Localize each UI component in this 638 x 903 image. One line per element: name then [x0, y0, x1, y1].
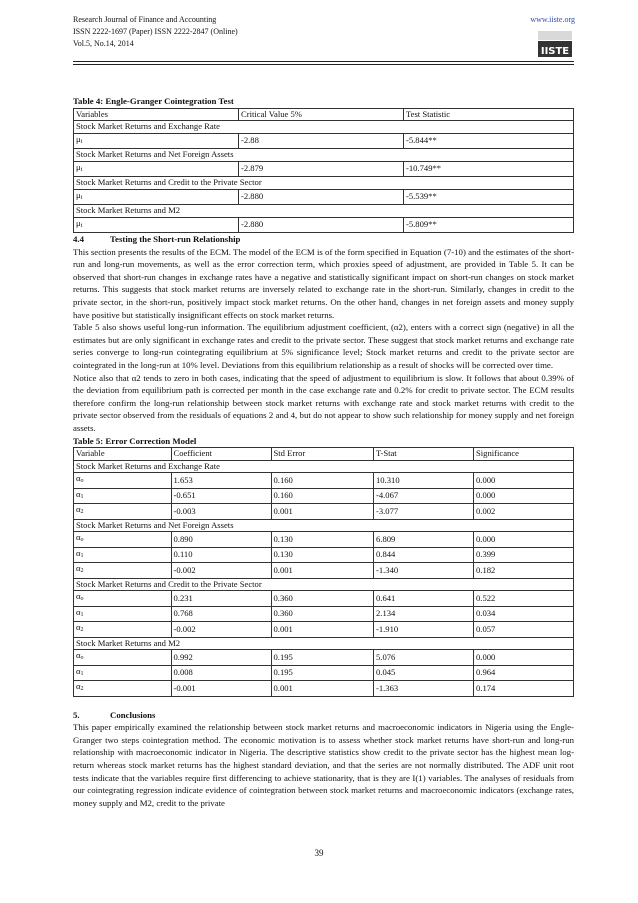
table4-group-title: Stock Market Returns and Credit to the Private Sector	[74, 177, 574, 190]
table5-cell: α1	[74, 665, 172, 681]
table4-cell: -2.879	[239, 161, 404, 177]
table5-cell: 0.001	[271, 681, 374, 697]
table5-cell: 0.008	[171, 665, 271, 681]
table5-cell: 5.076	[374, 650, 474, 666]
table5-cell: 0.360	[271, 591, 374, 607]
table4-group-title: Stock Market Returns and Exchange Rate	[74, 121, 574, 134]
table5-cell: 0.110	[171, 547, 271, 563]
table-row	[74, 488, 574, 504]
table5-group-row	[74, 460, 574, 473]
table5-cell: 0.001	[271, 504, 374, 520]
table5-cell: 2.134	[374, 606, 474, 622]
page-number: 39	[314, 848, 324, 858]
table4-cell: -5.809**	[404, 217, 574, 233]
table5-cell: α2	[74, 622, 172, 638]
table5-group-title: Stock Market Returns and Net Foreign Assets	[74, 519, 574, 532]
table5-cell: αo	[74, 650, 172, 666]
table5-header-cell: Std Error	[271, 448, 374, 461]
journal-url-link[interactable]: www.iiste.org	[530, 15, 575, 24]
table5-cell: α2	[74, 563, 172, 579]
table5-cell: -0.651	[171, 488, 271, 504]
table4-group-row	[74, 205, 574, 218]
table5-cell: 10.310	[374, 473, 474, 489]
table5-group-title: Stock Market Returns and Credit to the Private Sector	[74, 578, 574, 591]
table-row	[74, 133, 574, 149]
table-row	[74, 473, 574, 489]
table-row	[74, 681, 574, 697]
table5-cell: -0.002	[171, 622, 271, 638]
table4-cell: -2.88	[239, 133, 404, 149]
table4-cell: -5.844**	[404, 133, 574, 149]
section-title: Testing the Short-run Relationship	[110, 234, 241, 245]
table5-header-cell: T-Stat	[374, 448, 474, 461]
table5-cell: α1	[74, 547, 172, 563]
table-row	[74, 591, 574, 607]
table-row	[74, 563, 574, 579]
issn-line: ISSN 2222-1697 (Paper) ISSN 2222-2847 (Online)	[73, 27, 238, 36]
paragraph: This paper empirically examined the relationship between stock market returns and macroeconomic indicators in Nigeria using the Engle-Granger two steps cointegration method. The economic motivation is to assess whether stock market returns have short-run and long-run relationship with macroeconomic indicator in Nigeria. The descriptive statistics show credit to the private sector has the highest mean log-return whereas stock market returns has the highest standard deviation, and that the series are not normally distributed. The ADF unit root tests indicate that the variables require first differencing to achieve stationarity, that is they are I(1) variables. The analyses of residuals from our cointegrating regression indicate evidence of cointegration between stock market returns and macroeconomic indicators (exchange rates, money supply and M2, credit to the private	[73, 722, 574, 808]
table-row	[74, 622, 574, 638]
table5-group-title: Stock Market Returns and M2	[74, 637, 574, 650]
table5-cell: 0.000	[474, 473, 574, 489]
table5-cell: 0.130	[271, 547, 374, 563]
table5-cell: 0.160	[271, 488, 374, 504]
table5	[73, 447, 574, 697]
table5-cell: α1	[74, 606, 172, 622]
table4-cell: -2.880	[239, 217, 404, 233]
table-row	[74, 532, 574, 548]
table-row	[74, 665, 574, 681]
table5-cell: αo	[74, 591, 172, 607]
table5-cell: 0.768	[171, 606, 271, 622]
table5-cell: -1.340	[374, 563, 474, 579]
table4-header-cell: Critical Value 5%	[239, 108, 404, 121]
table4-cell: μt	[74, 189, 239, 205]
table5-header-cell: Coefficient	[171, 448, 271, 461]
table5-cell: -1.363	[374, 681, 474, 697]
table5-group-row	[74, 519, 574, 532]
paragraph: This section presents the results of the ECM. The model of the ECM is of the form specified in Equation (7-10) and the estimates of the short-run and long-run movements, as well as the error correction term, which proxies speed of adjustment, are provided in Table 5. It can be observed that short-run changes in exchange rates have a negative and statistically significant impact on short-run changes on stock market returns. This suggests that stock market returns are inversely related to exchange rate in the short-run. Similarly, changes in credit to the private sector, in the short-run, positively impact stock market returns. On the other hand, changes in net foreign assets and money supply have positive but statistically insignificant effects on stock market returns.	[73, 246, 574, 320]
table5-cell: 0.000	[474, 532, 574, 548]
table4-cell: -10.749**	[404, 161, 574, 177]
table5-cell: 0.182	[474, 563, 574, 579]
header-rule-bottom	[73, 64, 574, 65]
table5-cell: -3.077	[374, 504, 474, 520]
table5-cell: 0.000	[474, 488, 574, 504]
table5-group-row	[74, 578, 574, 591]
table4-group-title: Stock Market Returns and M2	[74, 205, 574, 218]
header-rule-top	[73, 61, 574, 62]
table5-cell: 0.130	[271, 532, 374, 548]
table4-header-cell: Variables	[74, 108, 239, 121]
table5-cell: -0.001	[171, 681, 271, 697]
table5-cell: 0.890	[171, 532, 271, 548]
table4-group-title: Stock Market Returns and Net Foreign Assets	[74, 149, 574, 162]
table5-cell: 0.195	[271, 650, 374, 666]
table5-cell: -0.003	[171, 504, 271, 520]
table-row	[74, 504, 574, 520]
table5-cell: 1.653	[171, 473, 271, 489]
table5-cell: 0.034	[474, 606, 574, 622]
paragraph: Table 5 also shows useful long-run information. The equilibrium adjustment coefficient, (α2), enters with a correct sign (negative) in all the estimates but are only significant in exchange rates and credit to the private sector. These suggest that stock market returns and exchange rate series converge to long-run cointegrating equilibrium at 5% significance level; Stock market returns and credit to the private sector are cointegrated in the long-run at 10% level. Deviations from this equilibrium relationship as a result of shocks will be corrected over time.	[73, 322, 574, 371]
table-row	[74, 189, 574, 205]
table5-cell: 0.522	[474, 591, 574, 607]
table5-cell: 0.160	[271, 473, 374, 489]
table4-header-cell: Test Statistic	[404, 108, 574, 121]
table4-cell: -2.880	[239, 189, 404, 205]
table5-group-row	[74, 637, 574, 650]
table4-cell: μt	[74, 161, 239, 177]
table5-cell: 0.641	[374, 591, 474, 607]
table5-cell: 0.360	[271, 606, 374, 622]
page-header	[73, 14, 573, 50]
table-row	[74, 547, 574, 563]
volume-line: Vol.5, No.14, 2014	[73, 39, 134, 48]
section-number: 4.4	[73, 234, 84, 245]
table5-cell: αo	[74, 532, 172, 548]
table4-header-row	[74, 108, 574, 121]
iiste-logo	[535, 29, 575, 59]
table-row	[74, 217, 574, 233]
table5-cell: 0.399	[474, 547, 574, 563]
page-body	[73, 95, 574, 809]
table5-header-row	[74, 448, 574, 461]
table-row	[74, 161, 574, 177]
table5-cell: 0.992	[171, 650, 271, 666]
section-title: Conclusions	[110, 709, 156, 720]
table5-cell: 0.000	[474, 650, 574, 666]
section-5-heading	[73, 709, 574, 722]
table5-cell: 0.844	[374, 547, 474, 563]
table4-cell: μt	[74, 217, 239, 233]
section-number: 5.	[73, 709, 80, 720]
table5-cell: -0.002	[171, 563, 271, 579]
table5-caption: Table 5: Error Correction Model	[73, 435, 197, 446]
table4-group-row	[74, 121, 574, 134]
table5-header-cell: Significance	[474, 448, 574, 461]
table4-group-row	[74, 149, 574, 162]
table5-cell: α1	[74, 488, 172, 504]
journal-name: Research Journal of Finance and Accounting	[73, 15, 217, 24]
table5-cell: 0.174	[474, 681, 574, 697]
table5-header-cell: Variable	[74, 448, 172, 461]
table4-cell: -5.539**	[404, 189, 574, 205]
table5-cell: 0.001	[271, 563, 374, 579]
table5-cell: 6.809	[374, 532, 474, 548]
table4-cell: μt	[74, 133, 239, 149]
table5-cell: 0.231	[171, 591, 271, 607]
table5-cell: 0.964	[474, 665, 574, 681]
table5-cell: 0.002	[474, 504, 574, 520]
table4-caption: Table 4: Engle-Granger Cointegration Test	[73, 96, 234, 106]
table-row	[74, 650, 574, 666]
table5-group-title: Stock Market Returns and Exchange Rate	[74, 460, 574, 473]
table5-cell: αo	[74, 473, 172, 489]
table5-cell: -4.067	[374, 488, 474, 504]
table4-group-row	[74, 177, 574, 190]
table5-cell: 0.001	[271, 622, 374, 638]
section-4-4-heading	[73, 233, 574, 246]
table5-cell: 0.057	[474, 622, 574, 638]
table5-cell: 0.045	[374, 665, 474, 681]
table5-cell: -1.910	[374, 622, 474, 638]
table-row	[74, 606, 574, 622]
logo-text: IISTE	[540, 46, 570, 57]
table5-cell: 0.195	[271, 665, 374, 681]
table4	[73, 108, 574, 234]
table5-cell: α2	[74, 504, 172, 520]
table5-cell: α2	[74, 681, 172, 697]
paragraph: Notice also that α2 tends to zero in both cases, indicating that the speed of adjustment to equilibrium is slow. It follows that about 0.39% of the deviation from equilibrium path is corrected per month in the case exchange rate and 0.2% for credit to private sector. The ECM results therefore confirm the long-run relationship between stock market returns with exchange rate and stock market returns with credit to the private sector observed from the residuals of equations 2 and 4, but do not appear to show such relationship for money supply and net foreign assets.	[73, 372, 574, 433]
